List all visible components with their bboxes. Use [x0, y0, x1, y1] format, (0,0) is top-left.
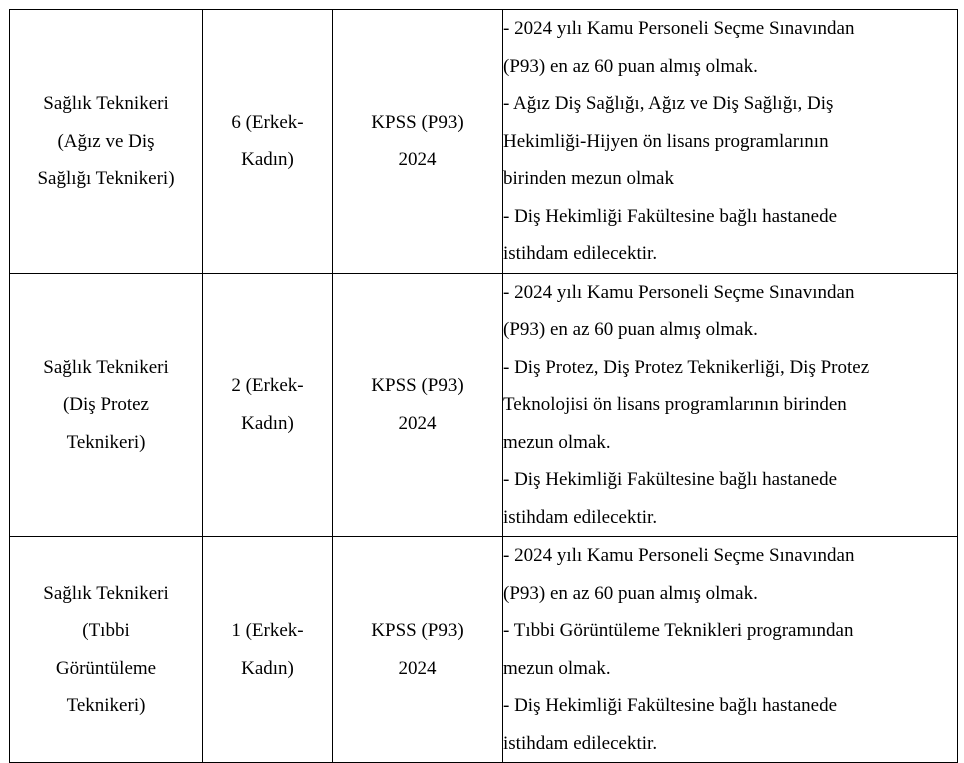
requirement-line: - Diş Hekimliği Fakültesine bağlı hastanede — [503, 469, 838, 490]
exam-line: 2024 — [398, 412, 437, 434]
position-title-line: Sağlık Teknikeri — [43, 356, 169, 378]
requirement-line: Teknolojisi ön lisans programlarının birinden — [503, 394, 847, 415]
requirements-cell — [503, 10, 958, 274]
quota-line: Kadın) — [241, 412, 294, 434]
requirement-line: mezun olmak. — [503, 657, 611, 679]
requirement-line: - Ağız Diş Sağlığı, Ağız ve Diş Sağlığı, Diş — [503, 93, 834, 114]
exam-line: 2024 — [398, 149, 437, 171]
quota-line: 1 (Erkek- — [231, 620, 304, 641]
quota-line: 6 (Erkek- — [231, 111, 304, 133]
position-title-line: Teknikeri) — [66, 695, 146, 716]
requirement-line: istihdam edilecektir. — [503, 506, 658, 528]
requirement-line: mezun olmak. — [503, 431, 611, 453]
requirement-line: - Diş Protez, Diş Protez Teknikerliği, Diş Protez — [503, 356, 870, 378]
table-row — [10, 273, 958, 537]
requirement-line: Hekimliği-Hijyen ön lisans programlarının — [503, 130, 829, 152]
quota-line: 2 (Erkek- — [231, 375, 304, 397]
requirement-line: (P93) en az 60 puan almış olmak. — [503, 319, 758, 340]
position-title-line: (Diş Protez — [62, 394, 149, 415]
requirements-cell — [503, 273, 958, 537]
position-title-line: Sağlık Teknikeri — [43, 582, 169, 604]
exam-line: 2024 — [398, 657, 437, 679]
exam-cell — [333, 537, 503, 763]
quota-line: Kadın) — [241, 149, 294, 171]
exam-cell — [333, 273, 503, 537]
position-title-line: Sağlık Teknikeri — [43, 93, 169, 114]
position-title-line: Teknikeri) — [66, 431, 146, 453]
position-title-cell — [10, 537, 203, 763]
requirement-line: - 2024 yılı Kamu Personeli Seçme Sınavından — [503, 281, 855, 303]
quota-cell — [203, 10, 333, 274]
position-title-line: Görüntüleme — [55, 657, 157, 679]
quota-cell — [203, 537, 333, 763]
exam-line: KPSS (P93) — [371, 111, 464, 133]
exam-line: KPSS (P93) — [371, 375, 464, 397]
requirement-line: (P93) en az 60 puan almış olmak. — [503, 582, 758, 604]
position-title-cell — [10, 273, 203, 537]
requirement-line: (P93) en az 60 puan almış olmak. — [503, 55, 758, 77]
requirements-cell — [503, 537, 958, 763]
requirement-line: - Tıbbi Görüntüleme Teknikleri programından — [503, 620, 854, 641]
requirement-line: - 2024 yılı Kamu Personeli Seçme Sınavından — [503, 18, 855, 39]
position-title-line: Sağlığı Teknikeri) — [37, 168, 175, 189]
requirement-line: - Diş Hekimliği Fakültesine bağlı hastanede — [503, 205, 838, 227]
requirement-line: istihdam edilecektir. — [503, 243, 658, 264]
requirement-line: istihdam edilecektir. — [503, 732, 658, 754]
requirement-line: birinden mezun olmak — [503, 168, 674, 189]
quota-line: Kadın) — [241, 657, 294, 679]
position-title-cell — [10, 10, 203, 274]
requirement-line: - 2024 yılı Kamu Personeli Seçme Sınavından — [503, 545, 855, 566]
quota-cell — [203, 273, 333, 537]
exam-cell — [333, 10, 503, 274]
positions-table — [9, 9, 958, 763]
table-row — [10, 537, 958, 763]
requirement-line: - Diş Hekimliği Fakültesine bağlı hastanede — [503, 695, 838, 716]
position-title-line: (Tıbbi — [82, 620, 130, 641]
position-title-line: (Ağız ve Diş — [57, 130, 155, 152]
exam-line: KPSS (P93) — [371, 620, 464, 641]
table-row — [10, 10, 958, 274]
